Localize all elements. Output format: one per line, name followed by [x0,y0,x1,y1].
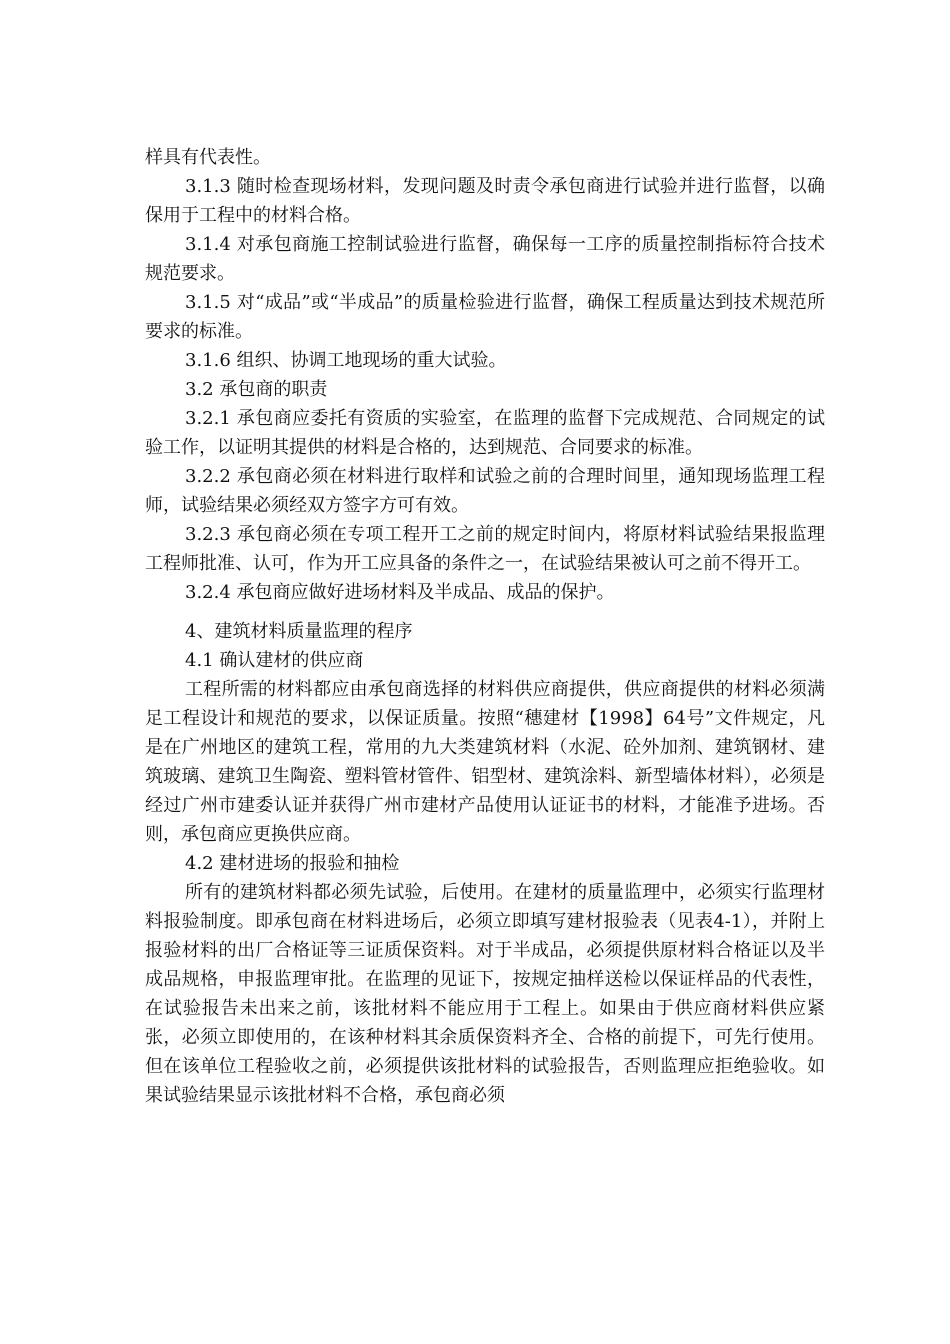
subsection-heading: 4.2 建材进场的报验和抽检 [185,853,400,874]
paragraph: 工程所需的材料都应由承包商选择的材料供应商提供，供应商提供的材料必须满足工程设计和规范的要求，以保证质量。按照“穗建材【1998】64号”文件规定，凡是在广州地区的建筑工程，常用的九大类建筑材料（水泥、砼外加剂、建筑钢材、建筑玻璃、建筑卫生陶瓷、塑料管材管件、铝型材、建筑涂料、新型墙体材料），必须是经过广州市建委认证并获得广州市建材产品使用认证证书的材料，才能准予进场。否则，承包商应更换供应商。 [145,679,825,845]
section-gap [145,607,825,617]
paragraph: 3.2.1 承包商应委托有资质的实验室，在监理的监督下完成规范、合同规定的试验工作，以证明其提供的材料是合格的，达到规范、合同要求的标准。 [145,408,825,458]
paragraph: 3.1.3 随时检查现场材料，发现问题及时责令承包商进行试验并进行监督，以确保用于工程中的材料合格。 [145,176,825,226]
section-3-continued [145,143,825,607]
paragraph: 样具有代表性。 [145,147,271,168]
paragraph: 3.1.5 对“成品”或“半成品”的质量检验进行监督，确保工程质量达到技术规范所要求的标准。 [145,292,825,342]
paragraph: 3.2.3 承包商必须在专项工程开工之前的规定时间内，将原材料试验结果报监理工程师批准、认可，作为开工应具备的条件之一，在试验结果被认可之前不得开工。 [145,524,825,574]
paragraph: 3.1.4 对承包商施工控制试验进行监督，确保每一工序的质量控制指标符合技术规范要求。 [145,234,825,284]
section-heading: 4、建筑材料质量监理的程序 [185,621,413,642]
paragraph: 3.1.6 组织、协调工地现场的重大试验。 [185,350,507,371]
document-page [145,143,825,1110]
paragraph: 所有的建筑材料都必须先试验，后使用。在建材的质量监理中，必须实行监理材料报验制度。即承包商在材料进场后，必须立即填写建材报验表（见表4-1），并附上报验材料的出厂合格证等三证质保资料。对于半成品，必须提供原材料合格证以及半成品规格，申报监理审批。在监理的见证下，按规定抽样送检以保证样品的代表性，在试验报告未出来之前，该批材料不能应用于工程上。如果由于供应商材料供应紧张，必须立即使用的，在该种材料其余质保资料齐全、合格的前提下，可先行使用。但在该单位工程验收之前，必须提供该批材料的试验报告，否则监理应拒绝验收。如果试验结果显示该批材料不合格，承包商必须 [145,882,825,1106]
subsection-heading: 4.1 确认建材的供应商 [185,650,364,671]
paragraph: 3.2.2 承包商必须在材料进行取样和试验之前的合理时间里，通知现场监理工程师，试验结果必须经双方签字方可有效。 [145,466,825,516]
section-4 [145,617,825,1110]
section-heading: 3.2 承包商的职责 [185,379,328,400]
paragraph: 3.2.4 承包商应做好进场材料及半成品、成品的保护。 [185,582,615,603]
